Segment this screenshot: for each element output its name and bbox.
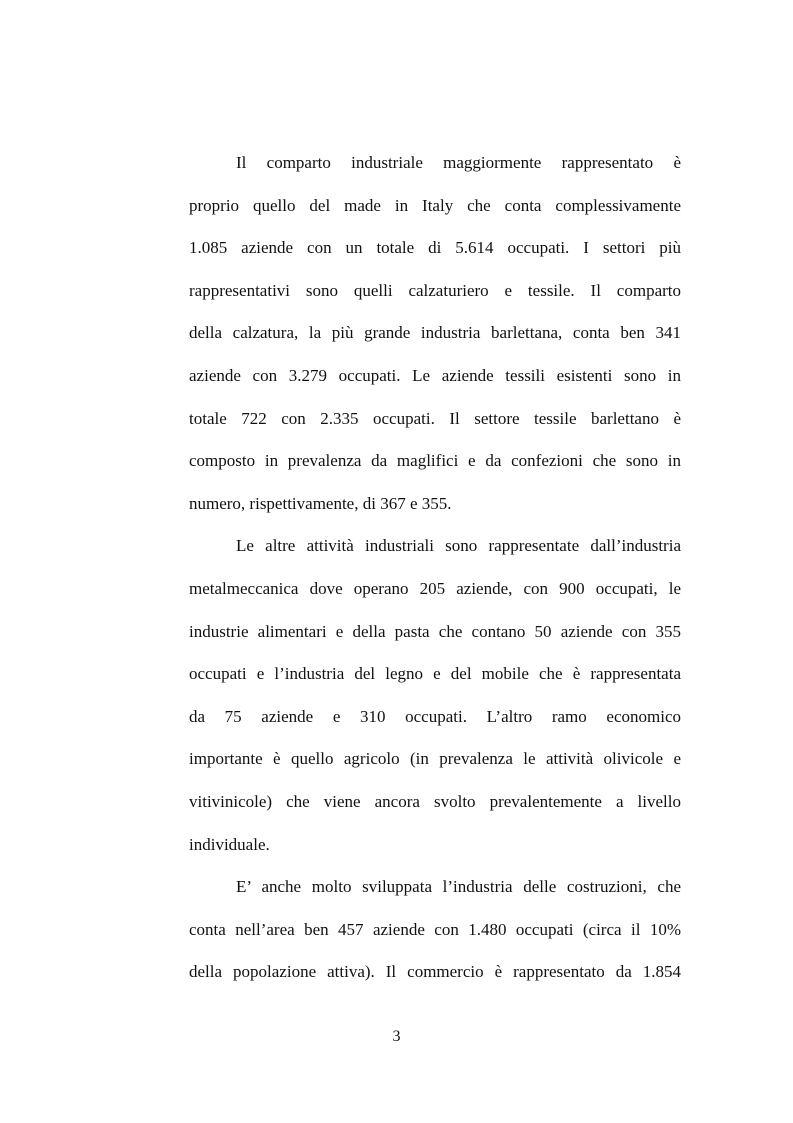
paragraph-2-line-8: individuale.: [189, 834, 270, 854]
paragraph-2-line-7: vitivinicole) che viene ancora svolto prevalentemente a livello: [189, 791, 681, 811]
paragraph-1-line-8: composto in prevalenza da maglifici e da confezioni che sono in: [189, 451, 681, 471]
paragraph-1-line-5: della calzatura, la più grande industria barlettana, conta ben 341: [189, 323, 681, 343]
paragraph-2-line-6: importante è quello agricolo (in prevalenza le attività olivicole e: [189, 749, 681, 769]
body-text: [189, 142, 681, 994]
paragraph-1-line-1: Il comparto industriale maggiormente rappresentato è: [236, 153, 681, 172]
paragraph-1-line-9: numero, rispettivamente, di 367 e 355.: [189, 493, 452, 513]
paragraph-1-line-3: 1.085 aziende con un totale di 5.614 occupati. I settori più: [189, 238, 681, 258]
paragraph-1-line-7: totale 722 con 2.335 occupati. Il settore tessile barlettano è: [189, 408, 681, 428]
paragraph-2-line-2: metalmeccanica dove operano 205 aziende, con 900 occupati, le: [189, 578, 681, 598]
page-number: 3: [392, 1028, 401, 1045]
paragraph-2-line-4: occupati e l’industria del legno e del mobile che è rappresentata: [189, 664, 681, 684]
paragraph-2-line-1: Le altre attività industriali sono rappresentate dall’industria: [236, 536, 681, 556]
paragraph-2-line-3: industrie alimentari e della pasta che contano 50 aziende con 355: [189, 621, 681, 641]
paragraph-3-line-2: conta nell’area ben 457 aziende con 1.480 occupati (circa il 10%: [189, 919, 681, 939]
paragraph-3-line-1: E’ anche molto sviluppata l’industria delle costruzioni, che: [236, 877, 681, 897]
paragraph-3-line-3: della popolazione attiva). Il commercio è rappresentato da 1.854: [189, 962, 681, 982]
paragraph-2-line-5: da 75 aziende e 310 occupati. L’altro ramo economico: [189, 706, 681, 726]
paragraph-1-line-6: aziende con 3.279 occupati. Le aziende tessili esistenti sono in: [189, 365, 681, 385]
paragraph-1-line-4: rappresentativi sono quelli calzaturiero e tessile. Il comparto: [189, 280, 681, 300]
paragraph-1-line-2: proprio quello del made in Italy che conta complessivamente: [189, 195, 681, 215]
